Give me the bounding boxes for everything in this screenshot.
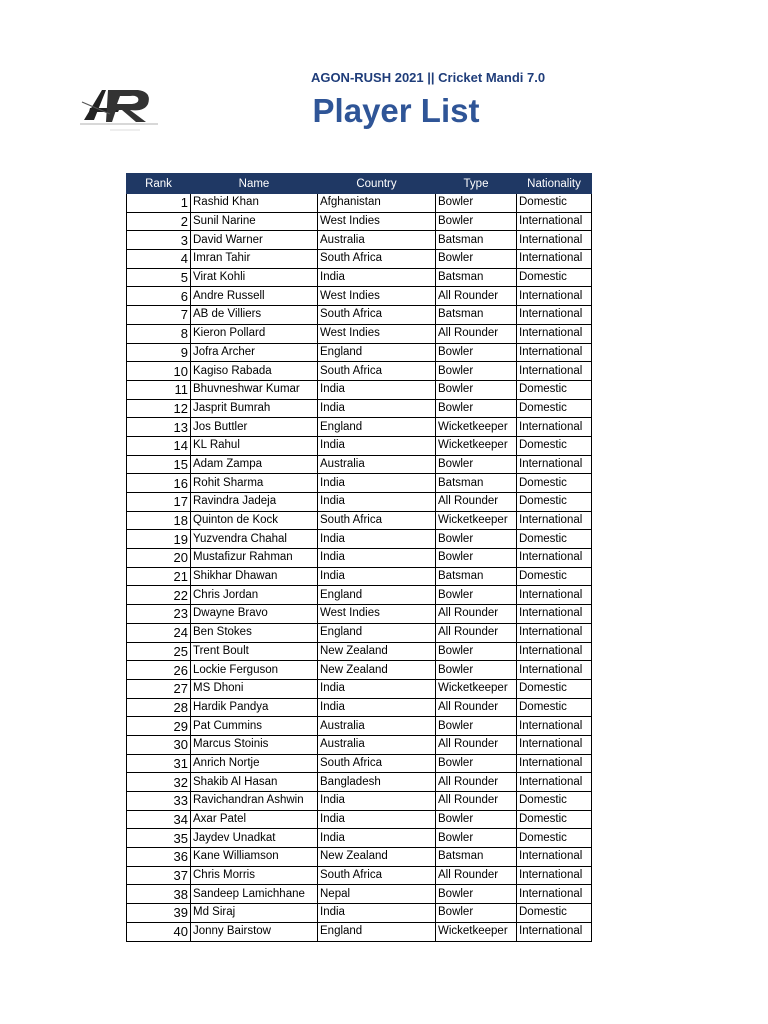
- nationality-cell: International: [517, 418, 592, 437]
- rank-cell: 31: [127, 754, 191, 773]
- type-cell: Wicketkeeper: [436, 922, 517, 941]
- country-cell: West Indies: [318, 324, 436, 343]
- nationality-cell: International: [517, 212, 592, 231]
- country-cell: England: [318, 586, 436, 605]
- player-table: [126, 173, 592, 942]
- rank-cell: 32: [127, 773, 191, 792]
- rank-cell: 11: [127, 380, 191, 399]
- country-cell: South Africa: [318, 362, 436, 381]
- table-row: [127, 455, 592, 474]
- rank-cell: 1: [127, 194, 191, 213]
- type-cell: Bowler: [436, 399, 517, 418]
- name-cell: AB de Villiers: [191, 306, 318, 325]
- type-cell: Batsman: [436, 268, 517, 287]
- rank-cell: 36: [127, 848, 191, 867]
- rank-cell: 25: [127, 642, 191, 661]
- table-row: [127, 418, 592, 437]
- column-header-nationality: Nationality: [517, 174, 592, 194]
- name-cell: Jasprit Bumrah: [191, 399, 318, 418]
- type-cell: Bowler: [436, 829, 517, 848]
- name-cell: Dwayne Bravo: [191, 605, 318, 624]
- nationality-cell: Domestic: [517, 474, 592, 493]
- table-row: [127, 549, 592, 568]
- type-cell: All Rounder: [436, 623, 517, 642]
- name-cell: Ravindra Jadeja: [191, 493, 318, 512]
- table-row: [127, 661, 592, 680]
- name-cell: Axar Patel: [191, 810, 318, 829]
- name-cell: MS Dhoni: [191, 679, 318, 698]
- table-row: [127, 380, 592, 399]
- rank-cell: 30: [127, 735, 191, 754]
- name-cell: David Warner: [191, 231, 318, 250]
- country-cell: India: [318, 698, 436, 717]
- nationality-cell: International: [517, 455, 592, 474]
- nationality-cell: International: [517, 511, 592, 530]
- rank-cell: 27: [127, 679, 191, 698]
- type-cell: Wicketkeeper: [436, 418, 517, 437]
- rank-cell: 10: [127, 362, 191, 381]
- name-cell: Chris Jordan: [191, 586, 318, 605]
- name-cell: Kane Williamson: [191, 848, 318, 867]
- name-cell: Marcus Stoinis: [191, 735, 318, 754]
- type-cell: Batsman: [436, 848, 517, 867]
- nationality-cell: Domestic: [517, 380, 592, 399]
- table-row: [127, 773, 592, 792]
- nationality-cell: Domestic: [517, 698, 592, 717]
- type-cell: Wicketkeeper: [436, 511, 517, 530]
- table-row: [127, 885, 592, 904]
- country-cell: Australia: [318, 717, 436, 736]
- table-row: [127, 287, 592, 306]
- country-cell: India: [318, 679, 436, 698]
- rank-cell: 16: [127, 474, 191, 493]
- country-cell: India: [318, 268, 436, 287]
- rank-cell: 24: [127, 623, 191, 642]
- nationality-cell: Domestic: [517, 268, 592, 287]
- name-cell: Anrich Nortje: [191, 754, 318, 773]
- name-cell: Ravichandran Ashwin: [191, 792, 318, 811]
- country-cell: India: [318, 474, 436, 493]
- name-cell: Jaydev Unadkat: [191, 829, 318, 848]
- table-row: [127, 324, 592, 343]
- country-cell: South Africa: [318, 511, 436, 530]
- name-cell: Adam Zampa: [191, 455, 318, 474]
- type-cell: Bowler: [436, 586, 517, 605]
- name-cell: Mustafizur Rahman: [191, 549, 318, 568]
- country-cell: South Africa: [318, 866, 436, 885]
- type-cell: All Rounder: [436, 698, 517, 717]
- nationality-cell: International: [517, 661, 592, 680]
- rank-cell: 13: [127, 418, 191, 437]
- table-row: [127, 642, 592, 661]
- nationality-cell: Domestic: [517, 194, 592, 213]
- table-row: [127, 436, 592, 455]
- rank-cell: 22: [127, 586, 191, 605]
- country-cell: West Indies: [318, 287, 436, 306]
- table-row: [127, 717, 592, 736]
- country-cell: New Zealand: [318, 642, 436, 661]
- name-cell: Virat Kohli: [191, 268, 318, 287]
- type-cell: Bowler: [436, 212, 517, 231]
- table-row: [127, 754, 592, 773]
- table-row: [127, 250, 592, 269]
- name-cell: Sunil Narine: [191, 212, 318, 231]
- type-cell: Batsman: [436, 567, 517, 586]
- country-cell: South Africa: [318, 250, 436, 269]
- name-cell: Imran Tahir: [191, 250, 318, 269]
- nationality-cell: Domestic: [517, 530, 592, 549]
- name-cell: Pat Cummins: [191, 717, 318, 736]
- type-cell: Wicketkeeper: [436, 436, 517, 455]
- nationality-cell: International: [517, 306, 592, 325]
- rank-cell: 18: [127, 511, 191, 530]
- type-cell: Batsman: [436, 306, 517, 325]
- nationality-cell: International: [517, 231, 592, 250]
- country-cell: New Zealand: [318, 848, 436, 867]
- rank-cell: 39: [127, 904, 191, 923]
- type-cell: Bowler: [436, 754, 517, 773]
- country-cell: India: [318, 549, 436, 568]
- nationality-cell: International: [517, 586, 592, 605]
- country-cell: India: [318, 567, 436, 586]
- type-cell: All Rounder: [436, 866, 517, 885]
- country-cell: Australia: [318, 231, 436, 250]
- nationality-cell: International: [517, 717, 592, 736]
- rank-cell: 38: [127, 885, 191, 904]
- table-row: [127, 792, 592, 811]
- name-cell: KL Rahul: [191, 436, 318, 455]
- name-cell: Rohit Sharma: [191, 474, 318, 493]
- nationality-cell: International: [517, 866, 592, 885]
- table-row: [127, 306, 592, 325]
- name-cell: Sandeep Lamichhane: [191, 885, 318, 904]
- name-cell: Trent Boult: [191, 642, 318, 661]
- rank-cell: 17: [127, 493, 191, 512]
- type-cell: Bowler: [436, 343, 517, 362]
- nationality-cell: International: [517, 324, 592, 343]
- name-cell: Jonny Bairstow: [191, 922, 318, 941]
- type-cell: Bowler: [436, 810, 517, 829]
- type-cell: Bowler: [436, 194, 517, 213]
- rank-cell: 7: [127, 306, 191, 325]
- rank-cell: 21: [127, 567, 191, 586]
- nationality-cell: International: [517, 848, 592, 867]
- country-cell: Nepal: [318, 885, 436, 904]
- type-cell: Bowler: [436, 549, 517, 568]
- rank-cell: 19: [127, 530, 191, 549]
- country-cell: India: [318, 792, 436, 811]
- table-row: [127, 922, 592, 941]
- nationality-cell: International: [517, 754, 592, 773]
- type-cell: Bowler: [436, 904, 517, 923]
- country-cell: South Africa: [318, 754, 436, 773]
- type-cell: Bowler: [436, 362, 517, 381]
- type-cell: Bowler: [436, 455, 517, 474]
- table-row: [127, 605, 592, 624]
- nationality-cell: International: [517, 605, 592, 624]
- rank-cell: 26: [127, 661, 191, 680]
- rank-cell: 29: [127, 717, 191, 736]
- nationality-cell: International: [517, 250, 592, 269]
- nationality-cell: International: [517, 735, 592, 754]
- name-cell: Jos Buttler: [191, 418, 318, 437]
- nationality-cell: International: [517, 623, 592, 642]
- rank-cell: 20: [127, 549, 191, 568]
- type-cell: All Rounder: [436, 324, 517, 343]
- rank-cell: 9: [127, 343, 191, 362]
- nationality-cell: International: [517, 773, 592, 792]
- table-row: [127, 735, 592, 754]
- nationality-cell: International: [517, 642, 592, 661]
- country-cell: England: [318, 922, 436, 941]
- table-row: [127, 904, 592, 923]
- table-row: [127, 586, 592, 605]
- name-cell: Lockie Ferguson: [191, 661, 318, 680]
- column-header-name: Name: [191, 174, 318, 194]
- nationality-cell: Domestic: [517, 436, 592, 455]
- table-row: [127, 567, 592, 586]
- name-cell: Bhuvneshwar Kumar: [191, 380, 318, 399]
- table-row: [127, 212, 592, 231]
- country-cell: Australia: [318, 455, 436, 474]
- type-cell: Bowler: [436, 642, 517, 661]
- nationality-cell: Domestic: [517, 493, 592, 512]
- type-cell: Bowler: [436, 380, 517, 399]
- nationality-cell: Domestic: [517, 399, 592, 418]
- table-row: [127, 623, 592, 642]
- rank-cell: 40: [127, 922, 191, 941]
- name-cell: Yuzvendra Chahal: [191, 530, 318, 549]
- name-cell: Kieron Pollard: [191, 324, 318, 343]
- country-cell: England: [318, 343, 436, 362]
- nationality-cell: Domestic: [517, 679, 592, 698]
- name-cell: Shakib Al Hasan: [191, 773, 318, 792]
- table-row: [127, 231, 592, 250]
- nationality-cell: Domestic: [517, 904, 592, 923]
- type-cell: All Rounder: [436, 493, 517, 512]
- rank-cell: 23: [127, 605, 191, 624]
- table-row: [127, 493, 592, 512]
- rank-cell: 14: [127, 436, 191, 455]
- country-cell: India: [318, 399, 436, 418]
- country-cell: England: [318, 623, 436, 642]
- type-cell: All Rounder: [436, 792, 517, 811]
- table-row: [127, 866, 592, 885]
- country-cell: New Zealand: [318, 661, 436, 680]
- country-cell: India: [318, 530, 436, 549]
- rank-cell: 12: [127, 399, 191, 418]
- nationality-cell: International: [517, 343, 592, 362]
- table-row: [127, 810, 592, 829]
- rank-cell: 4: [127, 250, 191, 269]
- table-header-row: [127, 174, 592, 194]
- country-cell: India: [318, 493, 436, 512]
- name-cell: Chris Morris: [191, 866, 318, 885]
- table-row: [127, 362, 592, 381]
- rank-cell: 28: [127, 698, 191, 717]
- name-cell: Hardik Pandya: [191, 698, 318, 717]
- nationality-cell: Domestic: [517, 792, 592, 811]
- rank-cell: 37: [127, 866, 191, 885]
- type-cell: Batsman: [436, 474, 517, 493]
- rank-cell: 3: [127, 231, 191, 250]
- rank-cell: 2: [127, 212, 191, 231]
- rank-cell: 5: [127, 268, 191, 287]
- name-cell: Md Siraj: [191, 904, 318, 923]
- name-cell: Rashid Khan: [191, 194, 318, 213]
- country-cell: Bangladesh: [318, 773, 436, 792]
- country-cell: Australia: [318, 735, 436, 754]
- rank-cell: 34: [127, 810, 191, 829]
- type-cell: Batsman: [436, 231, 517, 250]
- table-row: [127, 399, 592, 418]
- type-cell: Bowler: [436, 717, 517, 736]
- nationality-cell: Domestic: [517, 829, 592, 848]
- table-row: [127, 679, 592, 698]
- type-cell: All Rounder: [436, 773, 517, 792]
- type-cell: All Rounder: [436, 287, 517, 306]
- country-cell: India: [318, 436, 436, 455]
- name-cell: Kagiso Rabada: [191, 362, 318, 381]
- country-cell: West Indies: [318, 212, 436, 231]
- table-row: [127, 829, 592, 848]
- name-cell: Jofra Archer: [191, 343, 318, 362]
- table-row: [127, 474, 592, 493]
- name-cell: Ben Stokes: [191, 623, 318, 642]
- column-header-rank: Rank: [127, 174, 191, 194]
- nationality-cell: International: [517, 922, 592, 941]
- country-cell: West Indies: [318, 605, 436, 624]
- nationality-cell: Domestic: [517, 810, 592, 829]
- nationality-cell: Domestic: [517, 567, 592, 586]
- type-cell: All Rounder: [436, 605, 517, 624]
- type-cell: Bowler: [436, 250, 517, 269]
- table-row: [127, 343, 592, 362]
- table-row: [127, 698, 592, 717]
- country-cell: Afghanistan: [318, 194, 436, 213]
- country-cell: India: [318, 380, 436, 399]
- table-row: [127, 511, 592, 530]
- rank-cell: 8: [127, 324, 191, 343]
- nationality-cell: International: [517, 549, 592, 568]
- type-cell: Wicketkeeper: [436, 679, 517, 698]
- type-cell: Bowler: [436, 661, 517, 680]
- type-cell: Bowler: [436, 530, 517, 549]
- name-cell: Quinton de Kock: [191, 511, 318, 530]
- nationality-cell: International: [517, 362, 592, 381]
- rank-cell: 6: [127, 287, 191, 306]
- table-row: [127, 268, 592, 287]
- type-cell: Bowler: [436, 885, 517, 904]
- name-cell: Shikhar Dhawan: [191, 567, 318, 586]
- nationality-cell: International: [517, 287, 592, 306]
- country-cell: South Africa: [318, 306, 436, 325]
- event-title: AGON-RUSH 2021 || Cricket Mandi 7.0: [310, 70, 546, 85]
- country-cell: India: [318, 829, 436, 848]
- table-row: [127, 530, 592, 549]
- table-row: [127, 194, 592, 213]
- column-header-country: Country: [318, 174, 436, 194]
- rank-cell: 15: [127, 455, 191, 474]
- column-header-type: Type: [436, 174, 517, 194]
- country-cell: India: [318, 810, 436, 829]
- country-cell: India: [318, 904, 436, 923]
- page-title: Player List: [312, 92, 480, 129]
- type-cell: All Rounder: [436, 735, 517, 754]
- name-cell: Andre Russell: [191, 287, 318, 306]
- country-cell: England: [318, 418, 436, 437]
- rank-cell: 35: [127, 829, 191, 848]
- player-rows: [127, 194, 592, 942]
- table-row: [127, 848, 592, 867]
- nationality-cell: International: [517, 885, 592, 904]
- rank-cell: 33: [127, 792, 191, 811]
